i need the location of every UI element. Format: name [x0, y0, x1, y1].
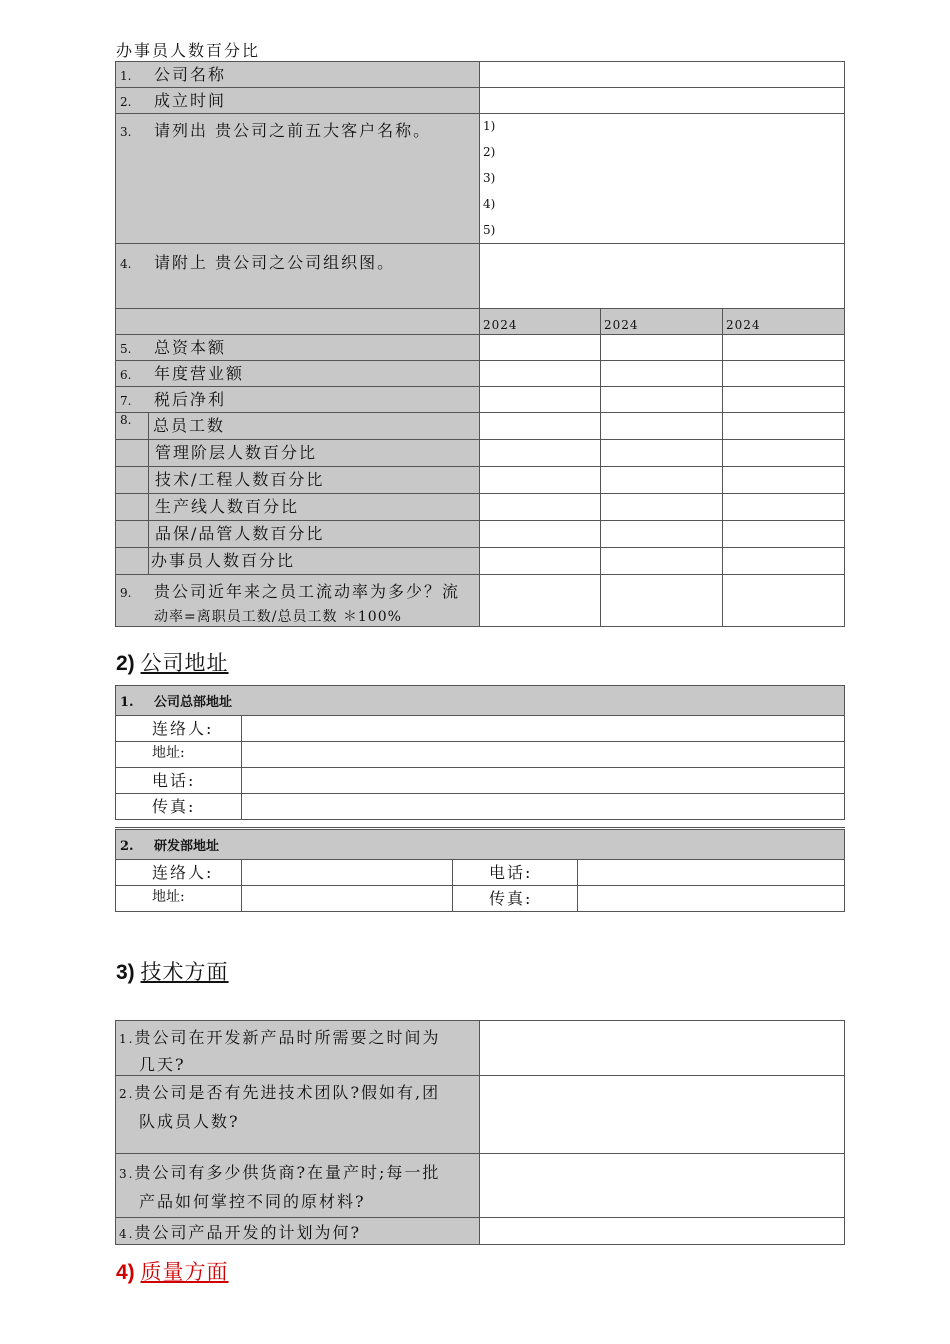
section3-heading: 3) 技术方面 [116, 960, 229, 984]
hq-address-field[interactable] [242, 742, 845, 768]
net-profit-cell[interactable] [723, 387, 845, 413]
staff-label: 总员工数 [153, 416, 226, 435]
row-org-chart-label: 4. 请附上 贵公司之公司组织图。 [116, 244, 480, 309]
tech-a4[interactable] [480, 1218, 845, 1245]
revenue-cell[interactable] [480, 361, 601, 387]
top-label: 办事员人数百分比 [116, 41, 261, 60]
staff-cell[interactable] [723, 413, 845, 440]
rd-address-field[interactable] [242, 886, 453, 912]
hq-phone-label: 电话: [116, 768, 242, 794]
turnover-cell[interactable] [723, 575, 845, 627]
capital-cell[interactable] [480, 335, 601, 361]
company-info-table [115, 61, 845, 627]
capital-cell[interactable] [601, 335, 723, 361]
staff-cell[interactable] [480, 413, 601, 440]
rd-phone-label: 电话: [453, 860, 578, 886]
hq-title: 1. 公司总部地址 [116, 686, 845, 716]
tech-a3[interactable] [480, 1154, 845, 1218]
tech-q2: 2.贵公司是否有先进技术团队?假如有,团 队成员人数? [116, 1076, 480, 1154]
tech-q4: 4.贵公司产品开发的计划为何? [116, 1218, 480, 1245]
turnover-cell[interactable] [601, 575, 723, 627]
hq-contact-label: 连络人: [116, 716, 242, 742]
net-profit-cell[interactable] [480, 387, 601, 413]
row-customers-label: 3. 请列出 贵公司之前五大客户名称。 [116, 114, 480, 244]
section4-heading: 4) 质量方面 [116, 1260, 229, 1284]
customer-4: 4) [483, 197, 496, 211]
year-header-3: 2024 [723, 309, 845, 335]
row-revenue-label: 6. 年度营业额 [116, 361, 480, 387]
year-header-1: 2024 [480, 309, 601, 335]
tech-q3: 3.贵公司有多少供货商?在量产时;每一批 产品如何掌控不同的原材料? [116, 1154, 480, 1218]
year-header-blank [116, 309, 480, 335]
year-header-2: 2024 [601, 309, 723, 335]
customer-3: 3) [483, 171, 496, 185]
rd-address-label: 地址: [116, 886, 242, 912]
hq-fax-label: 传真: [116, 794, 242, 820]
row-founded-label: 2. 成立时间 [116, 88, 480, 114]
rd-contact-label: 连络人: [116, 860, 242, 886]
tech-a1[interactable] [480, 1021, 845, 1076]
rd-address-table [115, 827, 845, 912]
turnover-cell[interactable] [480, 575, 601, 627]
staff-label: 生产线人数百分比 [155, 497, 300, 516]
tech-table [115, 1020, 845, 1245]
tech-q1: 1.贵公司在开发新产品时所需要之时间为 几天? [116, 1021, 480, 1076]
staff-label: 技术/工程人数百分比 [155, 470, 325, 489]
staff-label: 管理阶层人数百分比 [155, 443, 318, 462]
row-company-name-label: 1. 公司名称 [116, 62, 480, 88]
rd-phone-field[interactable] [578, 860, 845, 886]
hq-contact-field[interactable] [242, 716, 845, 742]
staff-block: 8. 总员工数 [116, 413, 480, 440]
hq-address-table [115, 685, 845, 820]
row-capital-label: 5. 总资本额 [116, 335, 480, 361]
customer-1: 1) [483, 119, 496, 133]
staff-label: 办事员人数百分比 [151, 551, 296, 570]
row-net-profit-label: 7. 税后净利 [116, 387, 480, 413]
rd-fax-field[interactable] [578, 886, 845, 912]
net-profit-cell[interactable] [601, 387, 723, 413]
company-name-field[interactable] [480, 62, 845, 88]
founded-field[interactable] [480, 88, 845, 114]
hq-address-label: 地址: [116, 742, 242, 768]
staff-label: 品保/品管人数百分比 [155, 524, 325, 543]
hq-fax-field[interactable] [242, 794, 845, 820]
section2-heading: 2) 公司地址 [116, 651, 229, 675]
capital-cell[interactable] [723, 335, 845, 361]
staff-cell[interactable] [601, 413, 723, 440]
customers-field[interactable] [480, 114, 845, 244]
customer-5: 5) [483, 223, 496, 237]
org-chart-field[interactable] [480, 244, 845, 309]
rd-contact-field[interactable] [242, 860, 453, 886]
row-turnover-label: 9. 贵公司近年来之员工流动率为多少？流 动率=离职员工数/总员工数 ＊100% [116, 575, 480, 627]
tech-a2[interactable] [480, 1076, 845, 1154]
hq-phone-field[interactable] [242, 768, 845, 794]
customer-2: 2) [483, 145, 496, 159]
rd-fax-label: 传真: [453, 886, 578, 912]
revenue-cell[interactable] [601, 361, 723, 387]
revenue-cell[interactable] [723, 361, 845, 387]
rd-title: 2. 研发部地址 [116, 829, 845, 860]
